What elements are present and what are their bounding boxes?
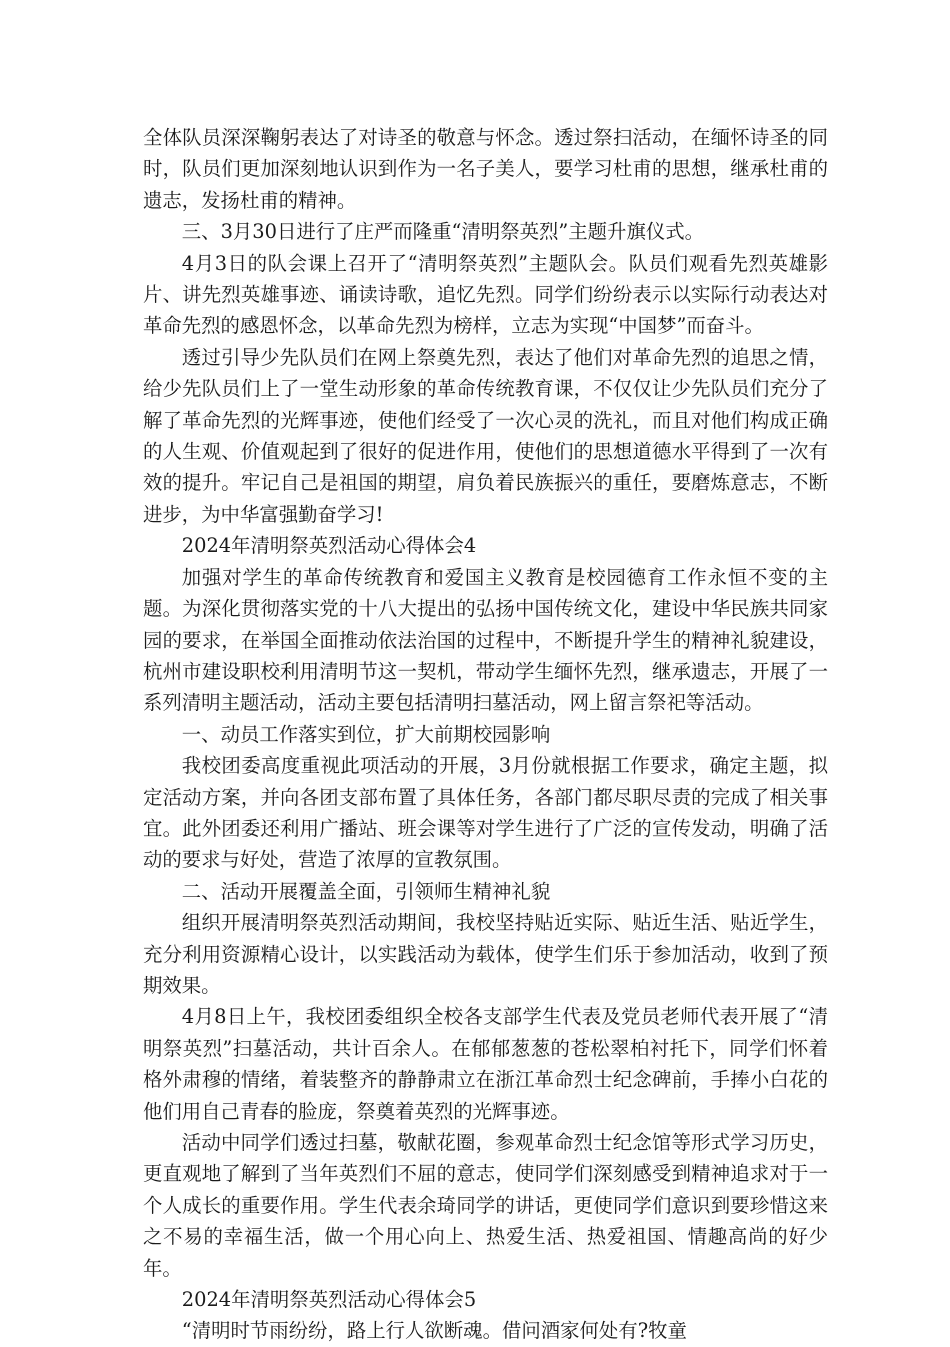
paragraph-quote: “清明时节雨纷纷，路上行人欲断魂。借问酒家何处有?牧童 <box>181 1319 687 1343</box>
subsection-heading: 一、动员工作落实到位，扩大前期校园影响 <box>181 722 551 746</box>
paragraph: 4月8日上午，我校团委组织全校各支部学生代表及党员老师代表开展了“清明祭英烈”扫墓活动，共计百余人。在郁郁葱葱的苍松翠柏衬托下，同学们怀着格外肃穆的情绪，着装整齐的静静肃立在浙江革命烈士纪念碑前，手捧小白花的他们用自己青春的脸庞，祭奠着英烈的光辉事迹。 <box>143 1005 828 1123</box>
section-heading: 2024年清明祭英烈活动心得体会4 <box>181 534 477 558</box>
paragraph-continuation: 全体队员深深鞠躬表达了对诗圣的敬意与怀念。透过祭扫活动，在缅怀诗圣的同时，队员们更加深刻地认识到作为一名子美人，要学习杜甫的思想，继承杜甫的遗志，发扬杜甫的精神。 <box>143 126 828 212</box>
section-heading: 2024年清明祭英烈活动心得体会5 <box>181 1288 477 1312</box>
paragraph: 我校团委高度重视此项活动的开展，3月份就根据工作要求，确定主题，拟定活动方案，并向各团支部布置了具体任务，各部门都尽职尽责的完成了相关事宜。此外团委还利用广播站、班会课等对学生进行了广泛的宣传发动，明确了活动的要求与好处，营造了浓厚的宣教氛围。 <box>143 754 828 872</box>
paragraph: 组织开展清明祭英烈活动期间，我校坚持贴近实际、贴近生活、贴近学生，充分利用资源精心设计，以实践活动为载体，使学生们乐于参加活动，收到了预期效果。 <box>143 911 828 997</box>
document-body <box>143 122 828 1347</box>
paragraph: 活动中同学们透过扫墓，敬献花圈，参观革命烈士纪念馆等形式学习历史，更直观地了解到了当年英烈们不屈的意志，使同学们深刻感受到精神追求对于一个人成长的重要作用。学生代表余琦同学的讲话，更使同学们意识到要珍惜这来之不易的幸福生活，做一个用心向上、热爱生活、热爱祖国、情趣高尚的好少年。 <box>143 1131 828 1280</box>
paragraph: 加强对学生的革命传统教育和爱国主义教育是校园德育工作永恒不变的主题。为深化贯彻落实党的十八大提出的弘扬中国传统文化，建设中华民族共同家园的要求，在举国全面推动依法治国的过程中，不断提升学生的精神礼貌建设，杭州市建设职校利用清明节这一契机，带动学生缅怀先烈，继承遗志，开展了一系列清明主题活动，活动主要包括清明扫墓活动，网上留言祭祀等活动。 <box>143 565 828 715</box>
subsection-heading: 二、活动开展覆盖全面，引领师生精神礼貌 <box>181 879 551 903</box>
paragraph: 透过引导少先队员们在网上祭奠先烈，表达了他们对革命先烈的追思之情，给少先队员们上了一堂生动形象的革命传统教育课，不仅仅让少先队员们充分了解了革命先烈的光辉事迹，使他们经受了一次心灵的洗礼，而且对他们构成正确的人生观、价值观起到了很好的促进作用，使他们的思想道德水平得到了一次有效的提升。牢记自己是祖国的期望，肩负着民族振兴的重任，要磨炼意志，不断进步，为中华富强勤奋学习! <box>143 345 828 526</box>
paragraph: 4月3日的队会课上召开了“清明祭英烈”主题队会。队员们观看先烈英雄影片、讲先烈英雄事迹、诵读诗歌，追忆先烈。同学们纷纷表示以实际行动表达对革命先烈的感恩怀念，以革命先烈为榜样，立志为实现“中国梦”而奋斗。 <box>143 251 828 338</box>
paragraph: 三、3月30日进行了庄严而隆重“清明祭英烈”主题升旗仪式。 <box>181 220 705 244</box>
